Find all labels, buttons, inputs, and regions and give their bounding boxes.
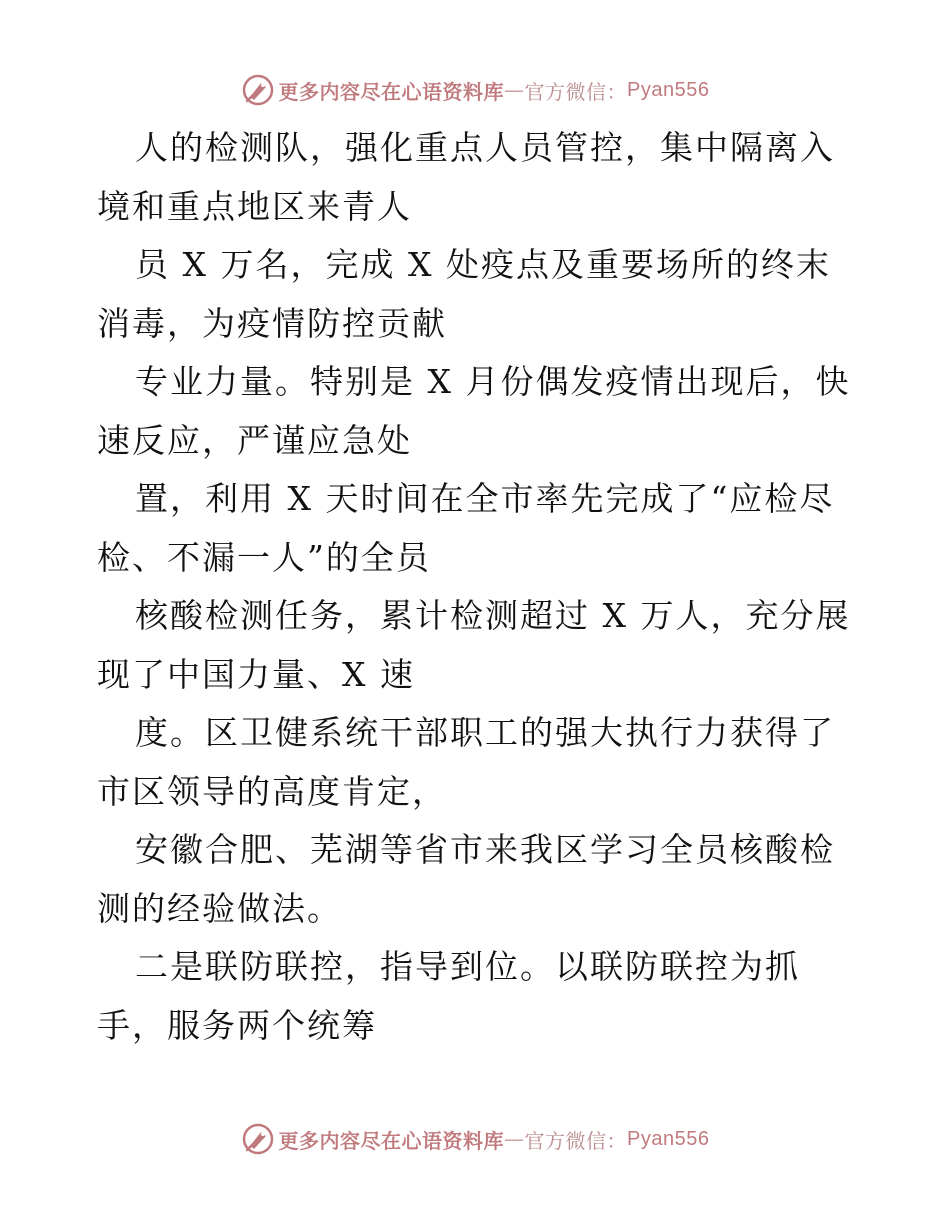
header-watermark [0,72,950,108]
paragraph-4: 置，利用 X 天时间在全市率先完成了“应检尽检、不漏一人”的全员 [97,479,835,577]
pen-nib-logo-icon [241,1122,275,1156]
paragraph-1: 人的检测队，强化重点人员管控，集中隔离入境和重点地区来青人 [97,128,835,226]
watermark-title: 更多内容尽在心语资料库 [278,79,505,104]
footer-watermark [0,1121,950,1157]
paragraph-6: 度。区卫健系统干部职工的强大执行力获得了市区领导的高度肯定， [97,713,835,811]
document-body [97,119,857,1055]
paragraph-7: 安徽合肥、芜湖等省市来我区学习全员核酸检测的经验做法。 [97,830,835,928]
paragraph-5: 核酸检测任务，累计检测超过 X 万人，充分展现了中国力量、X 速 [97,596,851,694]
paragraph-8: 二是联防联控，指导到位。以联防联控为抓手，服务两个统筹 [97,947,800,1045]
watermark-separator: — [504,78,525,102]
pen-nib-logo-icon [241,73,275,107]
watermark-wechat-id: Pyan556 [627,78,710,101]
paragraph-3: 专业力量。特别是 X 月份偶发疫情出现后，快速反应，严谨应急处 [97,362,851,460]
watermark-separator: — [504,1127,525,1151]
watermark-title: 更多内容尽在心语资料库 [278,1128,505,1153]
watermark-wechat-id: Pyan556 [627,1127,710,1150]
watermark-wechat-label: 官方微信： [524,1128,628,1153]
watermark-wechat-label: 官方微信： [524,79,628,104]
paragraph-2: 员 X 万名，完成 X 处疫点及重要场所的终末消毒，为疫情防控贡献 [97,245,831,343]
